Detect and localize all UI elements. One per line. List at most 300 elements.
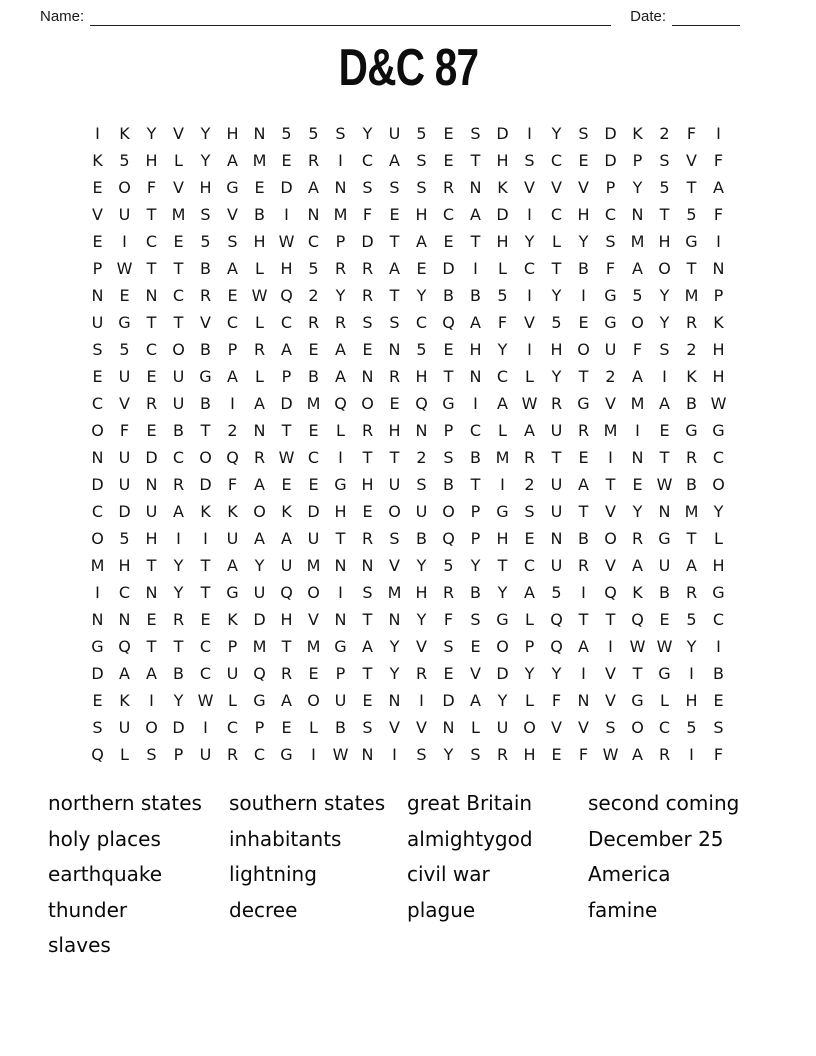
grid-letter: A	[227, 151, 238, 170]
grid-letter: I	[122, 232, 127, 251]
grid-letter: M	[171, 205, 186, 224]
grid-letter: L	[498, 259, 507, 278]
grid-letter: U	[118, 718, 131, 737]
grid-letter: G	[226, 583, 239, 602]
grid-letter: B	[659, 583, 670, 602]
grid-letter: A	[335, 367, 346, 386]
grid-letter: T	[605, 610, 616, 629]
grid-row	[84, 282, 732, 309]
grid-letter: R	[307, 313, 320, 332]
grid-letter: V	[92, 205, 103, 224]
word-item: almightygod	[407, 826, 533, 851]
grid-letter: O	[307, 583, 320, 602]
grid-letter: H	[496, 529, 509, 548]
grid-letter: K	[713, 313, 724, 332]
grid-row	[84, 147, 732, 174]
grid-letter: K	[92, 151, 103, 170]
grid-letter: E	[470, 637, 481, 656]
grid-letter: T	[146, 313, 157, 332]
grid-letter: B	[308, 367, 319, 386]
word-item: civil war	[407, 862, 490, 886]
grid-row	[84, 417, 732, 444]
grid-letter: S	[389, 313, 400, 332]
grid-letter: T	[578, 367, 589, 386]
grid-letter: M	[333, 205, 348, 224]
grid-letter: L	[255, 367, 264, 386]
grid-letter: G	[199, 367, 212, 386]
grid-letter: C	[91, 502, 104, 521]
grid-letter: V	[551, 718, 562, 737]
grid-letter: P	[470, 502, 481, 521]
word-item: decree	[229, 897, 298, 922]
word-item: second coming	[588, 791, 740, 815]
grid-letter: I	[527, 286, 532, 305]
grid-letter: V	[578, 718, 589, 737]
grid-letter: D	[307, 502, 320, 521]
grid-letter: E	[281, 718, 292, 737]
grid-row	[84, 525, 732, 552]
grid-letter: U	[334, 691, 347, 710]
grid-letter: O	[307, 691, 320, 710]
grid-letter: N	[361, 556, 374, 575]
grid-letter: O	[118, 178, 131, 197]
grid-letter: S	[362, 313, 373, 332]
grid-letter: E	[443, 664, 454, 683]
grid-letter: L	[174, 151, 183, 170]
grid-letter: C	[307, 448, 320, 467]
grid-letter: L	[120, 745, 129, 764]
grid-letter: E	[362, 691, 373, 710]
grid-letter: L	[525, 610, 534, 629]
grid-letter: T	[200, 583, 211, 602]
word-item: lightning	[229, 862, 317, 886]
grid-letter: V	[389, 718, 400, 737]
grid-letter: Q	[91, 745, 104, 764]
grid-letter: M	[306, 637, 321, 656]
grid-letter: I	[635, 421, 640, 440]
grid-letter: O	[172, 340, 185, 359]
grid-letter: L	[228, 691, 237, 710]
grid-letter: F	[443, 610, 454, 629]
grid-letter: B	[578, 529, 589, 548]
date-label: Date:	[630, 8, 666, 25]
grid-letter: U	[604, 340, 617, 359]
grid-letter: B	[200, 259, 211, 278]
grid-letter: E	[659, 421, 670, 440]
grid-letter: 2	[524, 475, 535, 494]
grid-letter: K	[227, 610, 238, 629]
grid-letter: I	[473, 394, 478, 413]
grid-letter: T	[470, 475, 481, 494]
grid-letter: D	[172, 718, 185, 737]
grid-letter: S	[470, 124, 481, 143]
grid-letter: C	[226, 718, 239, 737]
grid-letter: N	[145, 475, 158, 494]
grid-letter: R	[334, 259, 347, 278]
grid-letter: C	[415, 313, 428, 332]
grid-letter: I	[230, 394, 235, 413]
grid-letter: T	[200, 556, 211, 575]
grid-letter: S	[416, 151, 427, 170]
word-item: northern states	[48, 791, 202, 815]
grid-letter: Y	[470, 556, 481, 575]
grid-letter: M	[495, 448, 510, 467]
grid-letter: 5	[200, 232, 211, 251]
grid-letter: P	[524, 637, 535, 656]
grid-letter: N	[91, 610, 104, 629]
grid-row	[84, 444, 732, 471]
grid-letter: L	[525, 691, 534, 710]
grid-letter: S	[605, 232, 616, 251]
grid-letter: I	[608, 637, 613, 656]
grid-letter: Q	[550, 610, 563, 629]
grid-letter: B	[713, 664, 724, 683]
grid-letter: Y	[497, 583, 508, 602]
grid-letter: L	[471, 718, 480, 737]
grid-row	[84, 741, 732, 768]
grid-letter: Q	[631, 610, 644, 629]
grid-letter: Q	[442, 313, 455, 332]
grid-letter: Y	[659, 286, 670, 305]
grid-letter: D	[604, 151, 617, 170]
grid-letter: M	[684, 286, 699, 305]
grid-letter: R	[523, 448, 536, 467]
grid-letter: I	[689, 664, 694, 683]
grid-letter: W	[251, 286, 268, 305]
grid-letter: I	[662, 367, 667, 386]
grid-letter: Q	[280, 286, 293, 305]
grid-letter: T	[389, 232, 400, 251]
grid-letter: P	[632, 151, 643, 170]
grid-letter: W	[521, 394, 538, 413]
grid-letter: 2	[659, 124, 670, 143]
grid-letter: I	[284, 205, 289, 224]
grid-letter: W	[602, 745, 619, 764]
grid-letter: 5	[281, 124, 292, 143]
grid-letter: D	[118, 502, 131, 521]
grid-letter: R	[361, 259, 374, 278]
grid-row	[84, 228, 732, 255]
grid-letter: T	[551, 448, 562, 467]
grid-letter: S	[470, 745, 481, 764]
grid-letter: 5	[119, 340, 130, 359]
grid-letter: I	[581, 583, 586, 602]
grid-letter: R	[631, 529, 644, 548]
grid-letter: G	[280, 745, 293, 764]
grid-letter: Y	[686, 637, 697, 656]
grid-row	[84, 201, 732, 228]
grid-letter: U	[550, 556, 563, 575]
grid-letter: O	[91, 529, 104, 548]
grid-letter: S	[200, 205, 211, 224]
grid-letter: B	[173, 664, 184, 683]
grid-letter: A	[632, 745, 643, 764]
grid-letter: O	[496, 637, 509, 656]
grid-letter: K	[227, 502, 238, 521]
grid-letter: I	[689, 745, 694, 764]
word-item: southern states	[229, 791, 386, 815]
grid-letter: T	[200, 421, 211, 440]
grid-letter: L	[552, 232, 561, 251]
grid-letter: P	[443, 421, 454, 440]
grid-letter: B	[200, 394, 211, 413]
grid-letter: D	[199, 475, 212, 494]
grid-letter: A	[254, 529, 265, 548]
grid-letter: H	[415, 367, 428, 386]
grid-letter: U	[388, 475, 401, 494]
grid-letter: G	[226, 178, 239, 197]
grid-letter: L	[336, 421, 345, 440]
grid-letter: T	[173, 637, 184, 656]
grid-letter: A	[227, 259, 238, 278]
grid-letter: I	[500, 475, 505, 494]
grid-letter: F	[713, 151, 724, 170]
grid-letter: P	[227, 637, 238, 656]
grid-letter: I	[581, 664, 586, 683]
grid-letter: A	[281, 529, 292, 548]
grid-letter: T	[146, 259, 157, 278]
grid-letter: U	[118, 367, 131, 386]
grid-letter: C	[253, 745, 266, 764]
grid-letter: C	[523, 259, 536, 278]
grid-letter: D	[253, 610, 266, 629]
grid-letter: Y	[173, 556, 184, 575]
grid-letter: O	[91, 421, 104, 440]
grid-letter: E	[92, 178, 103, 197]
grid-letter: Y	[497, 691, 508, 710]
grid-letter: T	[470, 151, 481, 170]
grid-letter: 2	[686, 340, 697, 359]
grid-letter: W	[656, 475, 673, 494]
grid-letter: C	[172, 286, 185, 305]
grid-letter: U	[550, 421, 563, 440]
grid-letter: U	[253, 583, 266, 602]
grid-letter: A	[470, 313, 481, 332]
grid-letter: K	[281, 502, 292, 521]
grid-letter: C	[280, 313, 293, 332]
grid-letter: G	[91, 637, 104, 656]
grid-letter: N	[658, 502, 671, 521]
grid-letter: F	[227, 475, 238, 494]
grid-letter: O	[388, 502, 401, 521]
grid-letter: V	[605, 691, 616, 710]
grid-letter: E	[308, 340, 319, 359]
grid-letter: M	[630, 232, 645, 251]
grid-letter: G	[334, 475, 347, 494]
grid-letter: P	[92, 259, 103, 278]
grid-letter: C	[226, 313, 239, 332]
grid-letter: K	[119, 124, 130, 143]
grid-letter: S	[362, 718, 373, 737]
grid-letter: C	[91, 394, 104, 413]
grid-letter: R	[442, 178, 455, 197]
grid-letter: P	[470, 529, 481, 548]
grid-row	[84, 660, 732, 687]
grid-letter: U	[496, 718, 509, 737]
grid-letter: 5	[497, 286, 508, 305]
grid-letter: R	[172, 610, 185, 629]
grid-letter: T	[281, 637, 292, 656]
worksheet-header	[40, 8, 740, 26]
grid-letter: A	[686, 556, 697, 575]
grid-letter: S	[578, 124, 589, 143]
grid-letter: Q	[280, 583, 293, 602]
grid-letter: N	[334, 178, 347, 197]
grid-letter: E	[227, 286, 238, 305]
grid-letter: V	[416, 718, 427, 737]
grid-letter: U	[118, 205, 131, 224]
grid-letter: O	[253, 502, 266, 521]
grid-letter: E	[308, 421, 319, 440]
grid-letter: N	[469, 178, 482, 197]
grid-letter: R	[253, 448, 266, 467]
grid-letter: H	[226, 124, 239, 143]
grid-letter: A	[362, 637, 373, 656]
grid-letter: Y	[173, 583, 184, 602]
grid-letter: B	[443, 475, 454, 494]
grid-row	[84, 606, 732, 633]
grid-letter: P	[281, 367, 292, 386]
grid-letter: F	[713, 205, 724, 224]
grid-letter: A	[389, 151, 400, 170]
grid-letter: D	[496, 664, 509, 683]
grid-letter: G	[631, 691, 644, 710]
grid-letter: C	[712, 610, 725, 629]
grid-row	[84, 309, 732, 336]
grid-letter: 2	[605, 367, 616, 386]
grid-letter: T	[146, 205, 157, 224]
grid-letter: T	[173, 313, 184, 332]
grid-letter: 2	[227, 421, 238, 440]
grid-row	[84, 120, 732, 147]
grid-letter: Y	[524, 232, 535, 251]
grid-letter: C	[496, 367, 509, 386]
grid-letter: R	[658, 745, 671, 764]
grid-letter: C	[361, 151, 374, 170]
word-item: great Britain	[407, 791, 533, 815]
grid-letter: N	[334, 556, 347, 575]
grid-letter: R	[685, 448, 698, 467]
grid-letter: U	[226, 664, 239, 683]
grid-letter: S	[92, 340, 103, 359]
grid-letter: N	[145, 583, 158, 602]
grid-letter: D	[361, 232, 374, 251]
grid-letter: N	[145, 286, 158, 305]
grid-letter: H	[361, 475, 374, 494]
grid-letter: F	[119, 421, 130, 440]
grid-letter: B	[470, 583, 481, 602]
grid-letter: G	[685, 232, 698, 251]
grid-letter: I	[176, 529, 181, 548]
grid-letter: E	[119, 286, 130, 305]
grid-letter: O	[199, 448, 212, 467]
grid-letter: E	[362, 340, 373, 359]
grid-letter: L	[525, 367, 534, 386]
grid-letter: D	[280, 394, 293, 413]
grid-letter: H	[685, 691, 698, 710]
grid-letter: P	[605, 178, 616, 197]
grid-letter: S	[362, 583, 373, 602]
grid-letter: R	[199, 286, 212, 305]
grid-letter: T	[362, 448, 373, 467]
grid-letter: G	[577, 394, 590, 413]
name-label: Name:	[40, 8, 85, 25]
grid-letter: W	[278, 448, 295, 467]
grid-letter: P	[173, 745, 184, 764]
grid-letter: N	[361, 367, 374, 386]
grid-letter: C	[550, 151, 563, 170]
grid-letter: U	[145, 502, 158, 521]
grid-letter: O	[523, 718, 536, 737]
grid-letter: O	[712, 475, 725, 494]
grid-letter: Q	[226, 448, 239, 467]
grid-letter: E	[173, 232, 184, 251]
grid-letter: E	[389, 205, 400, 224]
grid-letter: I	[203, 718, 208, 737]
grid-letter: L	[660, 691, 669, 710]
grid-letter: N	[388, 340, 401, 359]
grid-letter: A	[632, 556, 643, 575]
grid-letter: S	[443, 637, 454, 656]
grid-letter: T	[686, 529, 697, 548]
grid-letter: R	[685, 313, 698, 332]
grid-letter: M	[684, 502, 699, 521]
grid-letter: A	[173, 502, 184, 521]
grid-letter: T	[686, 178, 697, 197]
grid-row	[84, 255, 732, 282]
grid-letter: O	[631, 718, 644, 737]
grid-letter: T	[335, 529, 346, 548]
grid-letter: E	[146, 367, 157, 386]
grid-letter: N	[631, 448, 644, 467]
grid-letter: 5	[686, 610, 697, 629]
grid-letter: T	[686, 259, 697, 278]
grid-letter: H	[415, 583, 428, 602]
grid-letter: R	[361, 286, 374, 305]
grid-letter: 5	[551, 313, 562, 332]
grid-letter: I	[419, 691, 424, 710]
grid-letter: T	[362, 610, 373, 629]
grid-row	[84, 336, 732, 363]
grid-letter: V	[173, 124, 184, 143]
grid-letter: A	[227, 556, 238, 575]
grid-letter: A	[281, 340, 292, 359]
grid-letter: R	[334, 313, 347, 332]
grid-letter: D	[280, 178, 293, 197]
grid-letter: M	[306, 394, 321, 413]
grid-letter: P	[227, 340, 238, 359]
grid-letter: E	[146, 421, 157, 440]
grid-letter: S	[92, 718, 103, 737]
grid-letter: D	[91, 475, 104, 494]
grid-letter: G	[658, 664, 671, 683]
grid-letter: T	[497, 556, 508, 575]
grid-letter: S	[362, 178, 373, 197]
grid-letter: Y	[335, 286, 346, 305]
grid-letter: R	[361, 529, 374, 548]
grid-letter: O	[577, 340, 590, 359]
grid-letter: E	[443, 124, 454, 143]
grid-letter: A	[119, 664, 130, 683]
page-title: D&C 87	[338, 39, 478, 97]
grid-letter: K	[497, 178, 508, 197]
grid-letter: S	[524, 151, 535, 170]
grid-letter: E	[443, 340, 454, 359]
grid-letter: V	[470, 664, 481, 683]
grid-letter: F	[578, 745, 589, 764]
grid-letter: S	[389, 178, 400, 197]
grid-letter: 5	[632, 286, 643, 305]
